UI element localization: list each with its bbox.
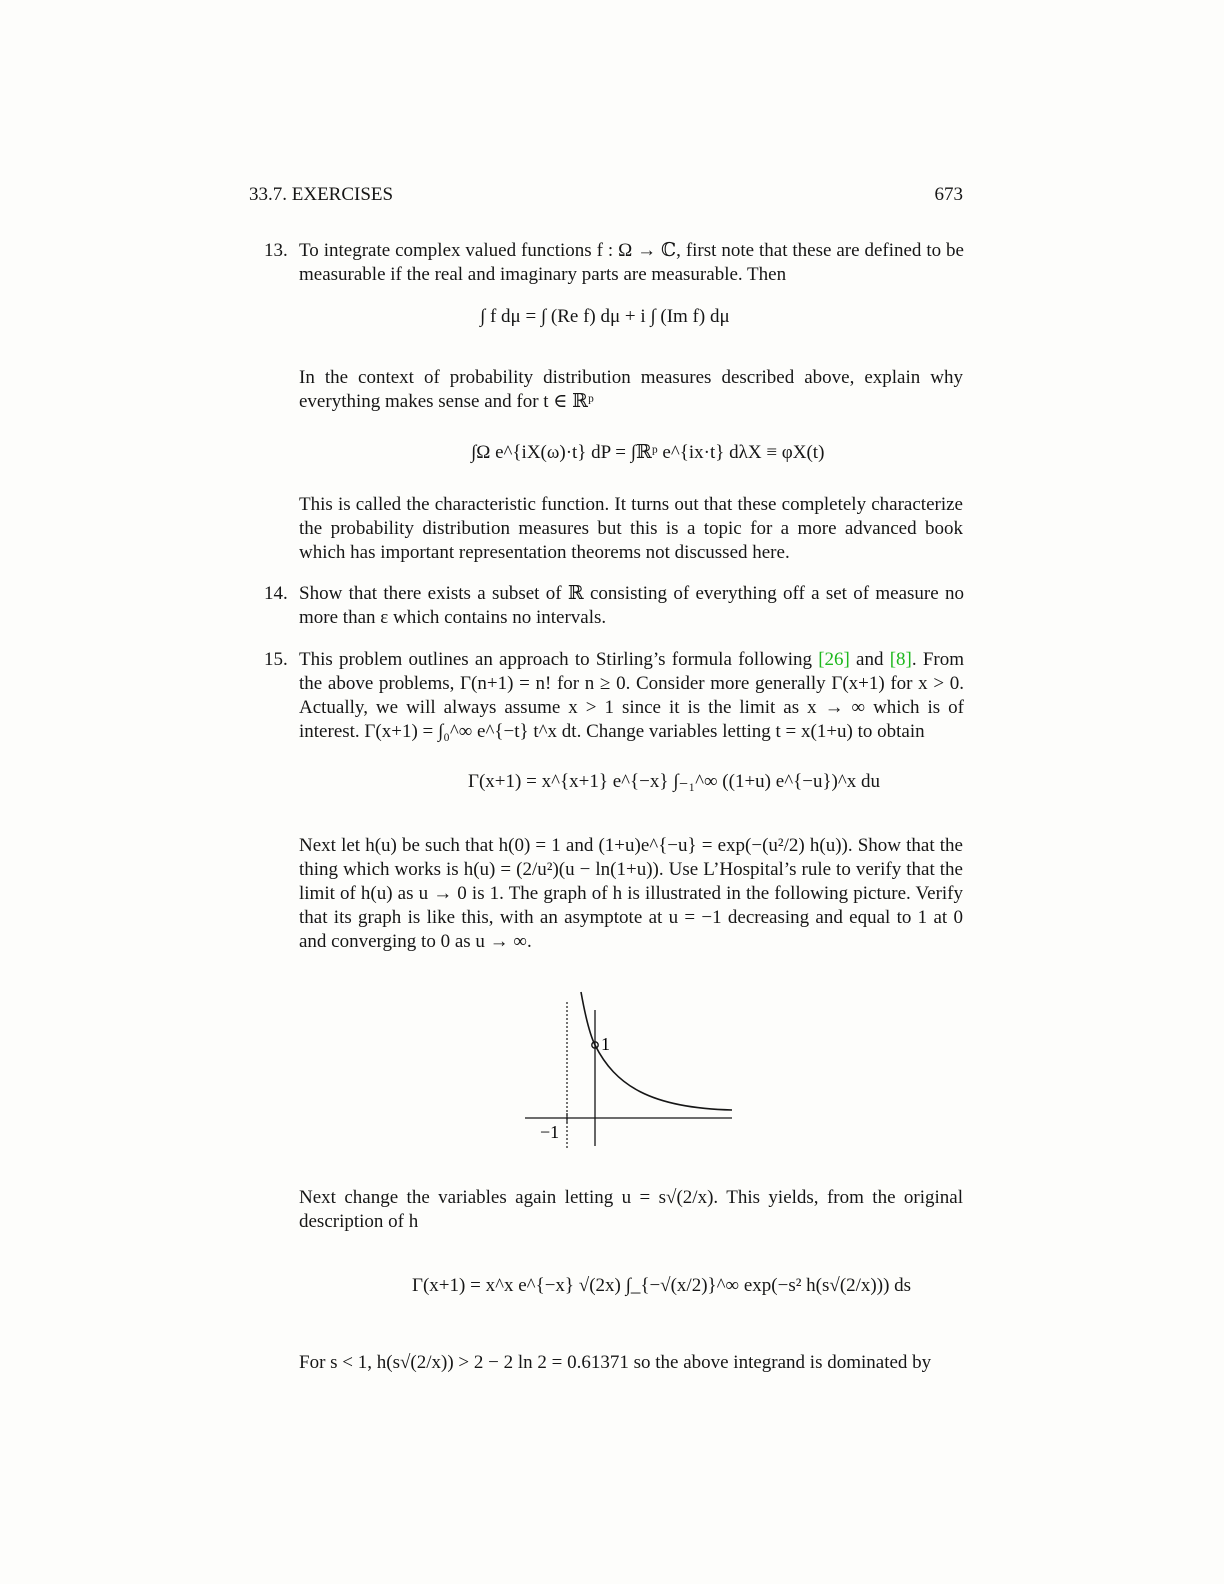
h-graph (520, 990, 740, 1150)
citation-link[interactable]: [8] (889, 649, 912, 670)
equation-gamma-final: Γ(x+1) = x^x e^{−x} √(2x) ∫_{−√(x/2)}^∞ exp(−s² h(s√(2/x))) ds (412, 1275, 912, 1296)
exercise-13-mid: In the context of probability distribution measures described above, explain why everything makes sense and for t ∈ ℝᵖ (299, 367, 963, 412)
exercise-13 (264, 239, 964, 287)
exercise-number: 13. (264, 240, 288, 261)
exercise-15-h-definition: Next let h(u) be such that h(0) = 1 and (1+u)e^{−u} = exp(−(u²/2) h(u)). Show that the thing which works is h(u) = (2/u²)(u − ln(1+u)). Use L’Hospital’s rule to verify that the limit of h(u) as u → 0 is 1. The graph of h is illustrated in the following picture. Verify that its graph is like this, with an asymptote at u = −1 decreasing and equal to 1 at 0 and converging to 0 as u → ∞. (299, 835, 963, 952)
label-one: 1 (601, 1034, 610, 1054)
citation-link[interactable]: [26] (818, 649, 850, 670)
exercise-number: 14. (264, 583, 288, 604)
text-run: This problem outlines an approach to Stirling’s formula following (299, 649, 819, 670)
section-title: 33.7. EXERCISES (249, 184, 394, 205)
equation-characteristic-function: ∫Ω e^{iX(ω)·t} dP = ∫ℝᵖ e^{ix·t} dλX ≡ φX(t) (471, 442, 825, 463)
page-number: 673 (934, 184, 963, 205)
label-neg-one: −1 (540, 1122, 560, 1142)
exercise-15-intro (299, 648, 964, 744)
text-run: and (849, 649, 890, 670)
exercise-15 (264, 648, 964, 744)
exercise-13-intro: To integrate complex valued functions f : Ω → ℂ, first note that these are defined to be measurable if the real and imaginary parts are measurable. Then (299, 240, 964, 285)
exercise-13-outro: This is called the characteristic function. It turns out that these completely characterize the probability distribution measures but this is a topic for a more advanced book which has important representation theorems not discussed here. (299, 494, 963, 563)
exercise-14-text: Show that there exists a subset of ℝ consisting of everything off a set of measure no more than ε which contains no intervals. (299, 583, 964, 628)
exercise-number: 15. (264, 649, 288, 670)
equation-complex-integral: ∫ f dμ = ∫ (Re f) dμ + i ∫ (Im f) dμ (480, 306, 730, 327)
equation-gamma-substitution: Γ(x+1) = x^{x+1} e^{−x} ∫₋₁^∞ ((1+u) e^{−u})^x du (468, 771, 881, 792)
exercise-15-change-variables: Next change the variables again letting u = s√(2/x). This yields, from the original description of h (299, 1187, 963, 1232)
running-header (249, 184, 963, 206)
exercise-14 (264, 582, 964, 630)
text-run: . From the above problems, Γ(n+1) = n! for n ≥ 0. Consider more generally Γ(x+1) for x > 0. Actually, we will always assume x > 1 since it is the limit as x → ∞ which is of interest. Γ(x+1) = ∫₀^∞ e^{−t} t^x dt. Change variables letting t = x(1+u) to obtain (299, 649, 964, 742)
exercise-15-domination: For s < 1, h(s√(2/x)) > 2 − 2 ln 2 = 0.61371 so the above integrand is dominated by (299, 1352, 932, 1373)
